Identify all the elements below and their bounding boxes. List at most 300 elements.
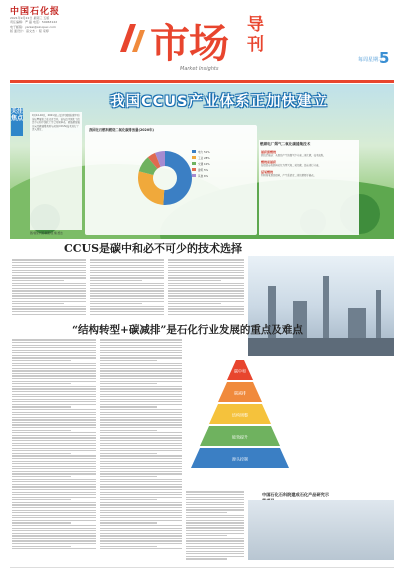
legend-swatch bbox=[192, 150, 196, 153]
text-line bbox=[100, 492, 182, 493]
text-line bbox=[12, 259, 86, 260]
pyramid-label: 源头控制 bbox=[232, 456, 248, 462]
text-line bbox=[12, 270, 86, 271]
text-line bbox=[186, 520, 244, 521]
text-line bbox=[90, 301, 164, 302]
text-line bbox=[12, 363, 96, 364]
text-line bbox=[100, 373, 182, 374]
text-line bbox=[168, 295, 244, 296]
text-line bbox=[90, 303, 142, 304]
text-line bbox=[100, 427, 182, 428]
pyramid-caption: 中国石化石科院建成石化产品研究示 bbox=[262, 492, 330, 497]
text-line bbox=[100, 417, 182, 418]
text-line bbox=[12, 533, 96, 534]
text-line bbox=[168, 311, 244, 312]
legend-swatch bbox=[192, 168, 196, 171]
section1-column-3 bbox=[168, 258, 244, 316]
text-line bbox=[90, 262, 164, 263]
text-line bbox=[100, 352, 182, 353]
text-line bbox=[168, 298, 244, 299]
text-line bbox=[168, 290, 244, 291]
date-line: 2021年9月22日 星期三 五版 bbox=[10, 16, 50, 20]
text-line bbox=[12, 543, 96, 544]
text-line bbox=[90, 265, 164, 266]
text-line bbox=[100, 533, 182, 534]
text-line bbox=[100, 486, 182, 487]
text-line bbox=[168, 265, 244, 266]
text-line bbox=[12, 455, 96, 456]
text-line bbox=[12, 345, 96, 346]
text-line bbox=[12, 448, 96, 449]
text-line bbox=[100, 455, 182, 456]
text-line bbox=[100, 540, 182, 541]
text-line bbox=[12, 373, 96, 374]
text-line bbox=[12, 546, 71, 547]
text-line bbox=[168, 262, 244, 263]
text-line bbox=[100, 391, 182, 392]
text-line bbox=[100, 448, 182, 449]
text-line bbox=[100, 507, 182, 508]
text-line bbox=[12, 427, 96, 428]
text-line bbox=[100, 424, 182, 425]
section-logo-icon bbox=[118, 22, 146, 54]
text-line bbox=[100, 512, 182, 513]
text-line bbox=[100, 481, 182, 482]
text-line bbox=[90, 306, 164, 307]
text-line bbox=[168, 288, 244, 289]
text-line bbox=[12, 453, 71, 454]
text-line bbox=[12, 443, 96, 444]
text-line bbox=[186, 535, 227, 536]
text-line bbox=[12, 290, 86, 291]
text-line bbox=[100, 399, 182, 400]
text-line bbox=[100, 522, 157, 523]
text-line bbox=[12, 375, 96, 376]
pie-legend-item bbox=[192, 162, 252, 166]
text-line bbox=[12, 277, 86, 278]
text-line bbox=[100, 342, 182, 343]
section-title: 市场 bbox=[150, 21, 228, 67]
section2-column-1 bbox=[12, 338, 96, 551]
text-line bbox=[100, 530, 182, 531]
text-line bbox=[12, 432, 96, 433]
text-line bbox=[12, 414, 96, 415]
legend-label: 工业 28% bbox=[198, 157, 210, 160]
legend-swatch bbox=[192, 162, 196, 165]
text-line bbox=[100, 468, 182, 469]
text-line bbox=[186, 491, 244, 492]
text-line bbox=[100, 504, 182, 505]
text-line bbox=[12, 515, 96, 516]
text-line bbox=[186, 504, 244, 505]
text-line bbox=[12, 391, 96, 392]
text-line bbox=[12, 388, 96, 389]
text-line bbox=[12, 412, 96, 413]
text-line bbox=[12, 510, 96, 511]
text-line bbox=[12, 360, 71, 361]
text-line bbox=[186, 499, 244, 500]
text-line bbox=[100, 404, 182, 405]
text-line bbox=[186, 540, 244, 541]
legend-swatch bbox=[192, 174, 196, 177]
text-line bbox=[100, 548, 182, 549]
text-line bbox=[90, 314, 164, 315]
text-line bbox=[90, 285, 164, 286]
text-line bbox=[12, 342, 96, 343]
text-line bbox=[168, 270, 244, 271]
text-line bbox=[100, 365, 182, 366]
section2-column-3 bbox=[186, 490, 244, 561]
hero-caption: 图/视觉中国 制图/张 楠 殷洁 bbox=[30, 232, 63, 235]
text-line bbox=[100, 538, 182, 539]
text-line bbox=[186, 548, 244, 549]
text-line bbox=[100, 497, 182, 498]
text-line bbox=[90, 298, 164, 299]
text-line bbox=[186, 494, 244, 495]
email-line: 电子邮箱：yanlei@sinopec.com bbox=[10, 24, 56, 29]
text-line bbox=[12, 499, 71, 500]
text-line bbox=[100, 383, 157, 384]
text-line bbox=[12, 435, 96, 436]
text-line bbox=[100, 422, 182, 423]
pie-chart-title: 我国化石燃料燃烧二氧化碳排放量(2020年) bbox=[89, 128, 154, 132]
text-line bbox=[168, 314, 244, 315]
header-divider bbox=[10, 80, 394, 83]
text-line bbox=[12, 288, 86, 289]
text-line bbox=[100, 453, 157, 454]
text-line bbox=[100, 535, 182, 536]
text-line bbox=[186, 509, 244, 510]
text-line bbox=[90, 270, 164, 271]
text-line bbox=[12, 293, 86, 294]
text-line bbox=[12, 370, 96, 371]
section1-title: CCUS是碳中和必不可少的技术选择 bbox=[64, 242, 243, 255]
text-line bbox=[12, 280, 64, 281]
right-item-head: 富氧燃烧 bbox=[261, 170, 274, 175]
text-line bbox=[100, 484, 182, 485]
storage-tanks-photo bbox=[248, 500, 394, 560]
text-line bbox=[12, 283, 86, 284]
text-line bbox=[100, 528, 182, 529]
text-line bbox=[100, 414, 182, 415]
text-line bbox=[100, 339, 182, 340]
text-line bbox=[12, 437, 96, 438]
text-line bbox=[186, 517, 244, 518]
text-line bbox=[12, 473, 96, 474]
pie-legend-item bbox=[192, 150, 252, 154]
text-line bbox=[100, 386, 182, 387]
text-line bbox=[90, 295, 164, 296]
text-line bbox=[12, 365, 96, 366]
text-line bbox=[168, 275, 244, 276]
text-line bbox=[100, 368, 182, 369]
text-line bbox=[90, 288, 164, 289]
text-line bbox=[100, 461, 182, 462]
text-line bbox=[12, 489, 96, 490]
text-line bbox=[12, 486, 96, 487]
text-line bbox=[12, 424, 96, 425]
text-line bbox=[12, 525, 96, 526]
text-line bbox=[100, 406, 157, 407]
pie-slice bbox=[163, 151, 192, 205]
text-line bbox=[100, 347, 182, 348]
text-line bbox=[12, 497, 96, 498]
text-line bbox=[100, 476, 157, 477]
text-line bbox=[12, 298, 86, 299]
text-line bbox=[186, 538, 244, 539]
section1-column-1 bbox=[12, 258, 86, 316]
text-line bbox=[12, 265, 86, 266]
text-line bbox=[186, 502, 244, 503]
text-line bbox=[186, 512, 227, 513]
text-line bbox=[100, 458, 182, 459]
pie-legend-item bbox=[192, 174, 252, 178]
text-line bbox=[12, 419, 96, 420]
pie-legend-item bbox=[192, 168, 252, 172]
text-line bbox=[12, 262, 86, 263]
text-line bbox=[12, 396, 96, 397]
footer-rule bbox=[10, 567, 394, 568]
text-line bbox=[100, 473, 182, 474]
text-line bbox=[12, 422, 96, 423]
text-line bbox=[100, 378, 182, 379]
text-line bbox=[12, 417, 96, 418]
right-panel-title: 燃煤电厂烟气二氧化碳捕集技术 bbox=[260, 142, 311, 146]
text-line bbox=[12, 484, 96, 485]
text-line bbox=[100, 489, 182, 490]
pie-legend bbox=[192, 150, 252, 180]
text-line bbox=[100, 466, 182, 467]
editor-line: 责任编辑：严 磊 电话：59963122 bbox=[10, 20, 58, 25]
text-line bbox=[12, 368, 96, 369]
text-line bbox=[12, 285, 86, 286]
text-line bbox=[12, 520, 96, 521]
text-line bbox=[100, 520, 182, 521]
text-line bbox=[100, 543, 182, 544]
text-line bbox=[100, 375, 182, 376]
text-line bbox=[12, 540, 96, 541]
right-panel-list bbox=[261, 150, 357, 178]
text-line bbox=[12, 401, 96, 402]
text-line bbox=[168, 259, 244, 260]
text-line bbox=[12, 481, 96, 482]
design-line: 版 面设计：高文杰 ：程 家婷 bbox=[10, 28, 49, 33]
text-line bbox=[186, 551, 244, 552]
text-line bbox=[100, 409, 182, 410]
legend-label: 建筑 5% bbox=[198, 169, 209, 172]
right-item bbox=[261, 160, 357, 167]
intro-text: 9月14-16日，2021(第三届)中国国际碳中和论坛暨展览会在北京召开。论坛由中国化工信息中心和中国化工学会共同举办，就低碳发展方向及碳捕集利用与封存(CCUS)技术进行了深入探讨。 bbox=[32, 114, 80, 132]
right-item bbox=[261, 150, 357, 157]
text-line bbox=[12, 409, 96, 410]
pyramid-label: 碳中和 bbox=[234, 368, 246, 374]
text-line bbox=[90, 259, 164, 260]
right-item-head: 燃烧前捕获 bbox=[261, 160, 277, 165]
text-line bbox=[100, 412, 182, 413]
text-line bbox=[12, 267, 86, 268]
text-line bbox=[12, 386, 96, 387]
pyramid-label: 能效提升 bbox=[232, 434, 248, 440]
text-line bbox=[90, 277, 164, 278]
publication-info bbox=[10, 16, 57, 33]
text-line bbox=[12, 352, 96, 353]
text-line bbox=[100, 437, 182, 438]
text-line bbox=[12, 381, 96, 382]
text-line bbox=[186, 515, 244, 516]
text-line bbox=[100, 450, 182, 451]
text-line bbox=[12, 301, 86, 302]
text-line bbox=[12, 538, 96, 539]
text-line bbox=[186, 497, 244, 498]
text-line bbox=[12, 522, 71, 523]
text-line bbox=[90, 308, 164, 309]
section1-column-2 bbox=[90, 258, 164, 316]
text-line bbox=[100, 445, 182, 446]
section2-column-2 bbox=[100, 338, 182, 551]
pie-chart bbox=[135, 148, 195, 208]
text-line bbox=[100, 432, 182, 433]
industrial-plant-photo bbox=[248, 256, 394, 356]
text-line bbox=[100, 357, 182, 358]
text-line bbox=[100, 363, 182, 364]
text-line bbox=[186, 543, 244, 544]
text-line bbox=[12, 440, 96, 441]
hero-headline: 我国CCUS产业体系正加快建立 bbox=[110, 94, 328, 110]
text-line bbox=[12, 275, 86, 276]
page-label: 每周星期三 bbox=[358, 57, 384, 63]
text-line bbox=[186, 530, 244, 531]
right-item-body: 燃烧后捕获：从燃烧产生的烟气中分离二氧化碳，技术成熟。 bbox=[261, 154, 326, 157]
pyramid-label: 结构调整 bbox=[232, 412, 248, 418]
section2-title: “结构转型+碳减排”是石化行业发展的重点及难点 bbox=[72, 324, 303, 336]
text-line bbox=[186, 553, 244, 554]
text-line bbox=[12, 399, 96, 400]
text-line bbox=[168, 308, 244, 309]
text-line bbox=[100, 435, 182, 436]
text-line bbox=[12, 357, 96, 358]
text-line bbox=[168, 283, 244, 284]
text-line bbox=[12, 383, 71, 384]
text-line bbox=[168, 280, 221, 281]
text-line bbox=[12, 311, 86, 312]
text-line bbox=[12, 492, 96, 493]
pie-legend-item bbox=[192, 156, 252, 160]
text-line bbox=[90, 272, 164, 273]
text-line bbox=[12, 507, 96, 508]
text-line bbox=[100, 515, 182, 516]
text-line bbox=[12, 445, 96, 446]
text-line bbox=[12, 347, 96, 348]
text-line bbox=[100, 360, 157, 361]
text-line bbox=[12, 303, 64, 304]
text-line bbox=[168, 267, 244, 268]
text-line bbox=[100, 471, 182, 472]
text-line bbox=[100, 499, 157, 500]
text-line bbox=[186, 522, 244, 523]
text-line bbox=[100, 419, 182, 420]
text-line bbox=[12, 517, 96, 518]
text-line bbox=[12, 530, 96, 531]
legend-label: 电力 51% bbox=[198, 151, 210, 154]
newspaper-masthead: 中国石化报 bbox=[10, 7, 61, 17]
text-line bbox=[100, 401, 182, 402]
text-line bbox=[100, 345, 182, 346]
text-line bbox=[168, 301, 244, 302]
text-line bbox=[186, 558, 227, 559]
text-line bbox=[12, 463, 96, 464]
section-english-name: Market Insights bbox=[180, 66, 219, 72]
text-line bbox=[12, 471, 96, 472]
text-line bbox=[12, 272, 86, 273]
text-line bbox=[12, 502, 96, 503]
text-line bbox=[12, 430, 71, 431]
text-line bbox=[100, 517, 182, 518]
text-line bbox=[168, 272, 244, 273]
text-line bbox=[100, 502, 182, 503]
text-line bbox=[186, 556, 244, 557]
text-line bbox=[12, 476, 71, 477]
text-line bbox=[100, 370, 182, 371]
text-line bbox=[12, 394, 96, 395]
text-line bbox=[12, 458, 96, 459]
text-line bbox=[90, 275, 164, 276]
text-line bbox=[100, 381, 182, 382]
text-line bbox=[90, 311, 164, 312]
text-line bbox=[100, 510, 182, 511]
pyramid-diagram bbox=[185, 352, 295, 487]
text-line bbox=[186, 507, 244, 508]
text-line bbox=[12, 306, 86, 307]
text-line bbox=[100, 525, 182, 526]
text-line bbox=[100, 463, 182, 464]
text-line bbox=[12, 404, 96, 405]
text-line bbox=[90, 280, 142, 281]
text-line bbox=[100, 394, 182, 395]
text-line bbox=[100, 494, 182, 495]
right-item-head: 捕获源燃烧 bbox=[261, 150, 277, 154]
text-line bbox=[168, 277, 244, 278]
text-line bbox=[168, 306, 244, 307]
text-line bbox=[12, 494, 96, 495]
legend-label: 其他 6% bbox=[198, 175, 209, 178]
side-tag: 关注焦点 bbox=[11, 108, 23, 136]
text-line bbox=[186, 533, 244, 534]
text-line bbox=[12, 450, 96, 451]
text-line bbox=[12, 355, 96, 356]
text-line bbox=[100, 443, 182, 444]
text-line bbox=[168, 285, 244, 286]
text-line bbox=[12, 461, 96, 462]
text-line bbox=[90, 283, 164, 284]
text-line bbox=[12, 378, 96, 379]
intro-box bbox=[30, 112, 82, 230]
text-line bbox=[12, 512, 96, 513]
text-line bbox=[90, 293, 164, 294]
text-line bbox=[12, 504, 96, 505]
right-item bbox=[261, 170, 357, 177]
text-line bbox=[12, 350, 96, 351]
text-line bbox=[186, 527, 244, 528]
text-line bbox=[168, 303, 221, 304]
page-number: 5 bbox=[379, 49, 390, 67]
text-line bbox=[100, 388, 182, 389]
text-line bbox=[186, 525, 244, 526]
text-line bbox=[12, 308, 86, 309]
text-line bbox=[186, 546, 244, 547]
text-line bbox=[12, 314, 86, 315]
text-line bbox=[12, 339, 96, 340]
text-line bbox=[12, 528, 96, 529]
